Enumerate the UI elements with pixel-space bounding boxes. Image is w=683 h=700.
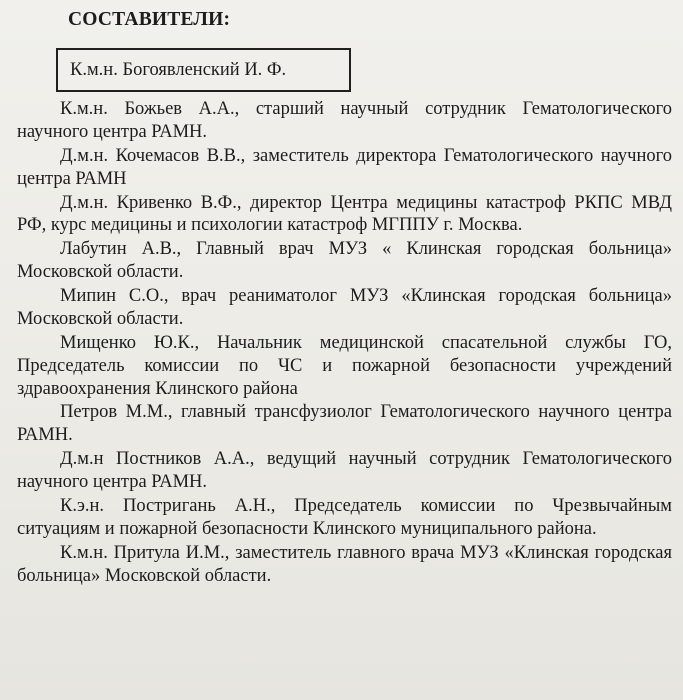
contributors-list bbox=[17, 98, 672, 589]
contributor-entry: Петров М.М., главный трансфузиолог Гематологического научного центра РАМН. bbox=[17, 402, 672, 446]
contributor-entry: К.м.н. Притула И.М., заместитель главного врача МУЗ «Клинская городская больница» Московской области. bbox=[17, 542, 672, 586]
contributor-entry: Мипин С.О., врач реаниматолог МУЗ «Клинская городская больница» Московской области. bbox=[17, 286, 672, 329]
contributor-entry: К.м.н. Божьев А.А., старший научный сотрудник Гематологического научного центра РАМН. bbox=[17, 99, 672, 142]
boxed-author-frame bbox=[56, 48, 351, 92]
boxed-author-name: К.м.н. Богоявленский И. Ф. bbox=[70, 59, 287, 80]
contributor-entry: К.э.н. Постригань А.Н., Председатель комиссии по Чрезвычайным ситуациям и пожарной безопасности Клинского муниципального района. bbox=[17, 496, 672, 539]
contributor-entry: Лабутин А.В., Главный врач МУЗ « Клинская городская больница» Московской области. bbox=[17, 239, 672, 283]
contributor-entry: Д.м.н. Кочемасов В.В., заместитель директора Гематологического научного центра РАМН bbox=[17, 145, 672, 189]
contributor-entry: Д.м.н Постников А.А., ведущий научный сотрудник Гематологического научного центра РАМН. bbox=[17, 449, 672, 493]
contributor-entry: Мищенко Ю.К., Начальник медицинской спасательной службы ГО, Председатель комиссии по ЧС и пожарной безопасности учреждений здравоохранения Клинского района bbox=[17, 332, 672, 399]
contributor-entry: Д.м.н. Кривенко В.Ф., директор Центра медицины катастроф РКПС МВД РФ, курс медицины и психологии катастроф МГППУ г. Москва. bbox=[17, 192, 672, 236]
page-heading: СОСТАВИТЕЛИ: bbox=[68, 9, 231, 30]
